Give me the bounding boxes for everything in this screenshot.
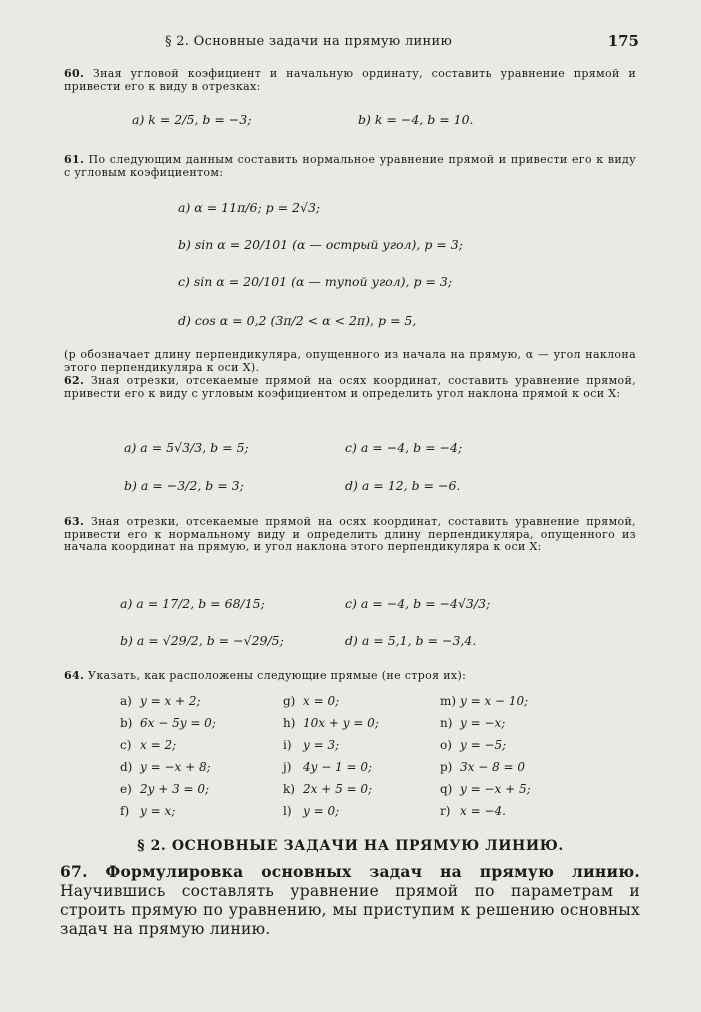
page-number: 175 — [607, 32, 639, 50]
paragraph-67 — [60, 862, 640, 939]
p64-item: d) y = −x + 8; — [120, 760, 211, 774]
problem-text: Зная отрезки, отсекаемые прямой на осях координат, составить уравнение прямой, привести его к нормальному виду и определить длину перпендикуляра, опущенного из начала координат на прямую, и угол наклона этого перпендикуляра к оси X: — [64, 515, 636, 554]
problem-number: 62. — [64, 374, 85, 387]
paragraph-heading: Формулировка основных задач на прямую линию. — [87, 862, 640, 881]
p64-item: c) x = 2; — [120, 738, 177, 752]
p64-item: l) y = 0; — [283, 804, 340, 818]
problem-60 — [64, 68, 636, 93]
p61-case-c: c) sin α = 20/101 (α — тупой угол), p = 3; — [178, 274, 453, 289]
p62-case-a: a) a = 5√3/3, b = 5; — [124, 440, 249, 455]
section-heading: § 2. ОСНОВНЫЕ ЗАДАЧИ НА ПРЯМУЮ ЛИНИЮ. — [137, 838, 564, 854]
problem-number: 61. — [64, 153, 85, 166]
p64-item: p) 3x − 8 = 0 — [440, 760, 526, 774]
problem-62 — [64, 375, 636, 400]
p64-item: r) x = −4. — [440, 804, 506, 818]
p62-case-c: c) a = −4, b = −4; — [345, 440, 463, 455]
problem-text: Зная отрезки, отсекаемые прямой на осях координат, составить уравнение прямой, привести его к виду с угловым коэфициентом и определить угол наклона прямой к оси X: — [64, 374, 636, 400]
problem-61 — [64, 154, 636, 179]
p60-case-a: a) k = 2/5, b = −3; — [132, 112, 252, 127]
problem-number: 60. — [64, 67, 85, 80]
problem-text: Указать, как расположены следующие прямые (не строя их): — [84, 669, 467, 682]
p64-item: n) y = −x; — [440, 716, 506, 730]
p64-item: a) y = x + 2; — [120, 694, 201, 708]
problem-number: 63. — [64, 515, 85, 528]
p64-item: b) 6x − 5y = 0; — [120, 716, 216, 730]
problem-text: Зная угловой коэфициент и начальную ординату, составить уравнение прямой и привести его к виду в отрезках: — [64, 67, 636, 93]
p61-case-a: a) α = 11π/6; p = 2√3; — [178, 200, 321, 215]
p62-case-d: d) a = 12, b = −6. — [345, 478, 461, 493]
p64-item: q) y = −x + 5; — [440, 782, 531, 796]
p61-case-b: b) sin α = 20/101 (α — острый угол), p = 3; — [178, 237, 463, 252]
p63-case-c: c) a = −4, b = −4√3/3; — [345, 596, 491, 611]
problem-text: По следующим данным составить нормальное уравнение прямой и привести его к виду с угловым коэфициентом: — [64, 153, 636, 179]
running-title: § 2. Основные задачи на прямую линию — [165, 34, 453, 49]
problem-number: 64. — [64, 669, 85, 682]
paragraph-text: Научившись составлять уравнение прямой по параметрам и строить прямую по уравнению, мы приступим к решению основных задач на прямую линию. — [60, 882, 640, 938]
page-header — [60, 34, 639, 54]
paragraph-number: 67. — [60, 862, 88, 881]
p64-item: o) y = −5; — [440, 738, 507, 752]
p61-note: (p обозначает длину перпендикуляра, опущенного из начала на прямую, α — угол наклона этого перпендикуляра к оси X). — [64, 348, 636, 374]
p64-item: m) y = x − 10; — [440, 694, 529, 708]
p61-case-d: d) cos α = 0,2 (3π/2 < α < 2π), p = 5, — [178, 313, 417, 328]
p64-item: i) y = 3; — [283, 738, 340, 752]
p64-item: g) x = 0; — [283, 694, 340, 708]
p60-case-b: b) k = −4, b = 10. — [358, 112, 474, 127]
problem-64 — [64, 670, 636, 683]
p64-item: e) 2y + 3 = 0; — [120, 782, 210, 796]
p62-case-b: b) a = −3/2, b = 3; — [124, 478, 244, 493]
p63-case-a: a) a = 17/2, b = 68/15; — [120, 596, 265, 611]
p64-item: f) y = x; — [120, 804, 176, 818]
problem-63 — [64, 516, 636, 554]
p63-case-d: d) a = 5,1, b = −3,4. — [345, 633, 477, 648]
p64-item: k) 2x + 5 = 0; — [283, 782, 373, 796]
p63-case-b: b) a = √29/2, b = −√29/5; — [120, 633, 284, 648]
p64-item: j) 4y − 1 = 0; — [283, 760, 373, 774]
p64-item: h) 10x + y = 0; — [283, 716, 379, 730]
